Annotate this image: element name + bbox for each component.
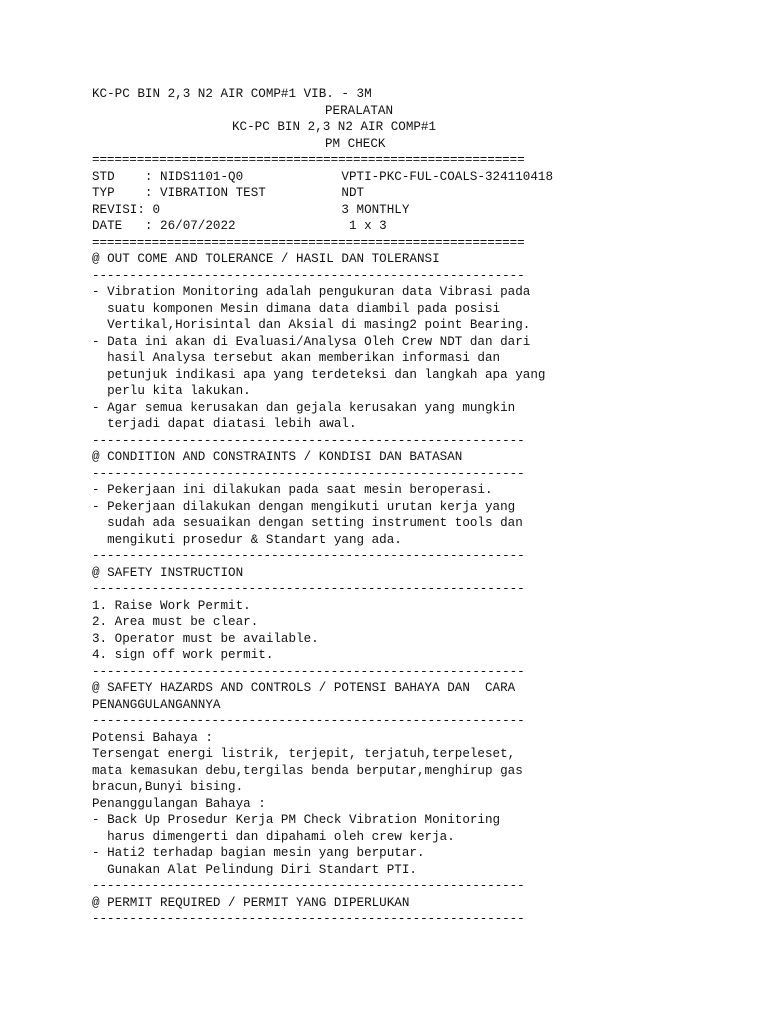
text-line: - Pekerjaan ini dilakukan pada saat mesin beroperasi. — [92, 483, 493, 497]
text-line: sudah ada sesuaikan dengan setting instrument tools dan — [92, 516, 523, 530]
single-rule: ---------------------------------------------------------- — [92, 912, 525, 926]
single-rule: ---------------------------------------------------------- — [92, 879, 525, 893]
text-line: - Hati2 terhadap bagian mesin yang berputar. — [92, 846, 425, 860]
single-rule: ---------------------------------------------------------- — [92, 582, 525, 596]
doc-title-pm-check: PM CHECK — [325, 136, 386, 151]
info-std: STD : NIDS1101-Q0 VPTI-PKC-FUL-COALS-324110418 — [92, 169, 554, 184]
text-line: mengikuti prosedur & Standart yang ada. — [92, 532, 402, 547]
doc-title-peralatan: PERALATAN — [325, 103, 394, 118]
single-rule: ---------------------------------------------------------- — [92, 433, 525, 448]
section-heading-condition: @ CONDITION AND CONSTRAINTS / KONDISI DAN BATASAN — [92, 450, 463, 464]
doc-title-equipment: KC-PC BIN 2,3 N2 AIR COMP#1 — [232, 120, 437, 134]
text-line: Vertikal,Horisintal dan Aksial di masing2 point Bearing. — [92, 318, 531, 332]
info-typ: TYP : VIBRATION TEST NDT — [92, 186, 365, 200]
section-body-safety — [92, 598, 662, 664]
double-rule: ========================================================== — [92, 153, 525, 167]
text-line: Tersengat energi listrik, terjepit, terjatuh,terpeleset, — [92, 747, 516, 761]
list-item: 1. Raise Work Permit. — [92, 598, 251, 613]
section-heading-permit: @ PERMIT REQUIRED / PERMIT YANG DIPERLUKAN — [92, 895, 410, 910]
list-item: 2. Area must be clear. — [92, 615, 259, 629]
section-body-outcome — [92, 284, 662, 433]
text-line: petunjuk indikasi apa yang terdeteksi dan langkah apa yang — [92, 367, 546, 382]
text-line: perlu kita lakukan. — [92, 384, 251, 398]
text-line: - Data ini akan di Evaluasi/Analysa Oleh Crew NDT dan dari — [92, 334, 531, 349]
text-line: - Vibration Monitoring adalah pengukuran data Vibrasi pada — [92, 285, 531, 299]
single-rule: ---------------------------------------------------------- — [92, 664, 525, 679]
double-rule: ========================================================== — [92, 235, 525, 250]
text-line: bracun,Bunyi bising. — [92, 780, 244, 794]
section-body-hazards — [92, 730, 662, 879]
section-heading-outcome: @ OUT COME AND TOLERANCE / HASIL DAN TOLERANSI — [92, 252, 440, 266]
doc-top-line: KC-PC BIN 2,3 N2 AIR COMP#1 VIB. - 3M — [92, 87, 372, 101]
section-body-condition — [92, 482, 662, 548]
single-rule: ---------------------------------------------------------- — [92, 714, 525, 728]
work-instruction-document — [92, 86, 662, 928]
list-item: 3. Operator must be available. — [92, 631, 319, 646]
text-line: harus dimengerti dan dipahami oleh crew kerja. — [92, 829, 455, 844]
list-item: 4. sign off work permit. — [92, 648, 274, 662]
text-line: - Agar semua kerusakan dan gejala kerusakan yang mungkin — [92, 400, 516, 415]
text-line: - Back Up Prosedur Kerja PM Check Vibration Monitoring — [92, 813, 501, 827]
text-line: Gunakan Alat Pelindung Diri Standart PTI. — [92, 862, 417, 877]
info-revisi: REVISI: 0 3 MONTHLY — [92, 202, 410, 217]
section-heading-safety: @ SAFETY INSTRUCTION — [92, 565, 244, 580]
section-heading-hazards: @ SAFETY HAZARDS AND CONTROLS / POTENSI BAHAYA DAN CARA — [92, 681, 516, 695]
text-line: Potensi Bahaya : — [92, 730, 213, 745]
text-line: - Pekerjaan dilakukan dengan mengikuti urutan kerja yang — [92, 499, 516, 514]
text-line: suatu komponen Mesin dimana data diambil pada posisi — [92, 301, 501, 316]
info-date: DATE : 26/07/2022 1 x 3 — [92, 219, 387, 233]
single-rule: ---------------------------------------------------------- — [92, 268, 525, 283]
single-rule: ---------------------------------------------------------- — [92, 466, 525, 481]
text-line: mata kemasukan debu,tergilas benda berputar,menghirup gas — [92, 763, 523, 778]
text-line: Penanggulangan Bahaya : — [92, 796, 266, 811]
single-rule: ---------------------------------------------------------- — [92, 549, 525, 563]
section-heading-hazards-cont: PENANGGULANGANNYA — [92, 697, 221, 712]
text-line: hasil Analysa tersebut akan memberikan informasi dan — [92, 351, 501, 365]
text-line: terjadi dapat diatasi lebih awal. — [92, 417, 357, 431]
